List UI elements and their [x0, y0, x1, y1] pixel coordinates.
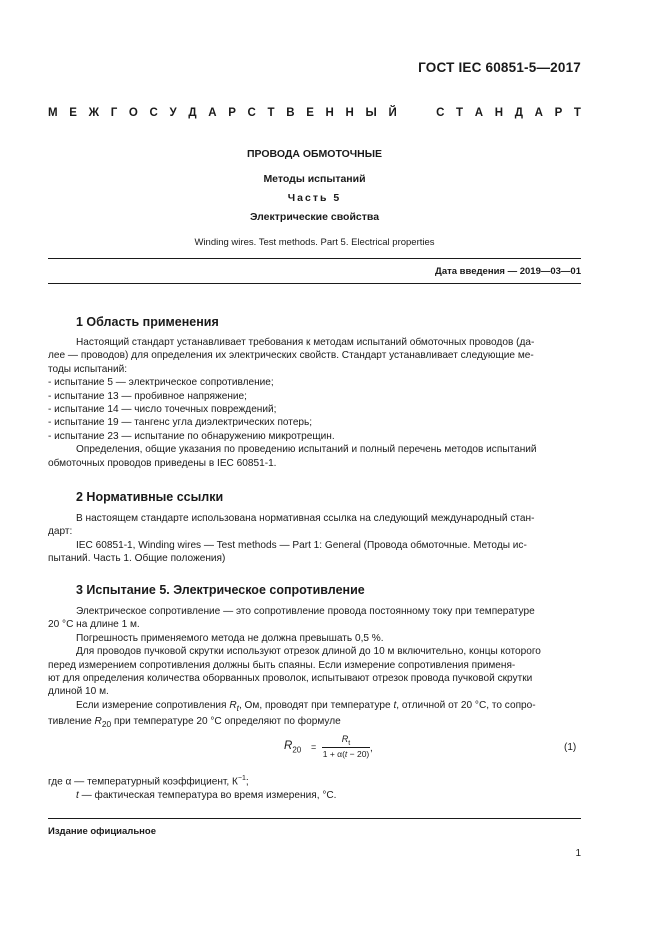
banner-letter: Е	[306, 107, 314, 119]
formula-numerator: $R_t$	[341, 734, 351, 747]
banner-letter: Ы	[365, 107, 377, 119]
english-title: Winding wires. Test methods. Part 5. Electrical properties	[194, 237, 435, 248]
symbol-t: t	[393, 699, 397, 711]
text-line: обмоточных проводов приведены в IEC 60851-1.	[48, 457, 277, 469]
formula-1	[0, 734, 661, 764]
banner-letter: Д	[188, 107, 197, 119]
text-line: ют для определения количества оборванных проволок, испытывают отрезок провода пучковой скрутки	[48, 673, 533, 685]
section-body	[48, 336, 581, 470]
text-line: Электрическое сопротивление — это сопротивление провода постоянному току при температуре	[76, 606, 535, 617]
formula-number: (1)	[564, 742, 577, 753]
banner-letter: А	[534, 107, 543, 119]
document-title: ПРОВОДА ОБМОТОЧНЫЕ	[246, 148, 383, 160]
banner-letter: Т	[267, 107, 275, 119]
section-heading: 3 Испытание 5. Электрическое сопротивление	[76, 583, 365, 597]
divider	[48, 283, 581, 284]
text-span: , отличной от 20 °С, то сопро-	[396, 699, 536, 711]
banner-letter: Й	[388, 107, 397, 119]
formula-comma: ,	[370, 743, 373, 754]
section-heading: 1 Область применения	[76, 315, 219, 329]
footer-divider	[48, 818, 581, 819]
formula-equals: =	[311, 742, 317, 752]
text-line: лее — проводов) для определения их электрических свойств. Стандарт устанавливает следующие ме-	[48, 350, 534, 362]
banner-letter: А	[208, 107, 217, 119]
text-line: пытаний. Часть 1. Общие положения)	[48, 553, 226, 565]
text-line: В настоящем стандарте использована нормативная ссылка на следующий международный стан-	[76, 513, 535, 524]
banner-letter: Ж	[88, 107, 100, 119]
banner-letter: М	[48, 107, 58, 119]
banner-letter: Н	[325, 107, 334, 119]
symbol-r: R	[229, 699, 237, 711]
text-line: Погрешность применяемого метода не должна превышать 0,5 %.	[76, 632, 384, 644]
banner-letter: Т	[456, 107, 464, 119]
list-item: - испытание 23 — испытание по обнаружению микротрещин.	[48, 430, 335, 442]
page-number: 1	[575, 848, 581, 859]
text-line	[48, 699, 581, 715]
text-line: Для проводов пучковой скрутки используют отрезок длиной до 10 м включительно, концы которого	[76, 646, 541, 658]
official-edition: Издание официальное	[48, 826, 156, 837]
banner-letter: С	[149, 107, 158, 119]
formula-lhs: R	[284, 740, 293, 752]
interstate-standard-banner	[48, 107, 581, 119]
text-span: тивление	[48, 716, 95, 728]
banner-letter: О	[128, 107, 138, 119]
text-line: t — фактическая температура во время измерения, °С.	[76, 789, 337, 801]
text-span: при температуре 20 °С определяют по формуле	[111, 716, 341, 728]
banner-letter: Т	[573, 107, 581, 119]
text-line: Настоящий стандарт устанавливает требования к методам испытаний обмоточных проводов (да-	[76, 337, 535, 348]
banner-letter: С	[247, 107, 256, 119]
text-line: Определения, общие указания по проведению испытаний и полный перечень методов испытаний	[76, 444, 537, 456]
text-span: , Ом, проводят при температуре	[238, 699, 394, 711]
section-body	[48, 605, 581, 732]
banner-letter: С	[436, 107, 445, 119]
text-line: IEC 60851-1, Winding wires — Test methods — Part 1: General (Провода обмоточные. Методы ис-	[76, 539, 527, 551]
section-heading: 2 Нормативные ссылки	[76, 490, 224, 504]
banner-letter: Р	[554, 107, 563, 119]
symbol-sub: t	[236, 702, 239, 713]
text-line	[48, 715, 581, 731]
list-item: - испытание 19 — тангенс угла диэлектрических потерь;	[48, 417, 313, 429]
divider	[48, 258, 581, 259]
introduction-date: Дата введения — 2019—03—01	[435, 266, 581, 277]
text-line: перед измерением сопротивления должны быть спаяны. Если измерение сопротивления применя-	[48, 659, 516, 671]
banner-letter: Д	[514, 107, 523, 119]
document-part-title: Электрические свойства	[249, 211, 380, 223]
banner-letter: Н	[345, 107, 354, 119]
formula-denominator: 1 + α(t − 20)	[322, 749, 370, 759]
text-line: где α — температурный коэффициент, $К^{-1}$;	[48, 775, 249, 788]
fraction-bar	[322, 747, 370, 748]
document-subtitle: Методы испытаний	[263, 173, 366, 185]
symbol-r: R	[94, 716, 102, 728]
text-line: 20 °С на длине 1 м.	[48, 619, 140, 631]
banner-letter: Н	[494, 107, 504, 119]
formula-explanation	[48, 772, 581, 802]
banner-letter: У	[169, 107, 177, 119]
list-item: - испытание 13 — пробивное напряжение;	[48, 390, 247, 402]
standard-code: ГОСТ IEC 60851-5—2017	[418, 60, 581, 75]
symbol-sub: 20	[101, 719, 112, 730]
text-line: дарт:	[48, 526, 73, 538]
banner-letter: Е	[69, 107, 77, 119]
list-item: - испытание 14 — число точечных повреждений;	[48, 404, 277, 416]
banner-letter: Р	[228, 107, 236, 119]
banner-gap	[408, 107, 424, 119]
text-line: тоды испытаний:	[48, 363, 128, 375]
text-line: длиной 10 м.	[48, 686, 109, 698]
banner-letter: В	[286, 107, 295, 119]
banner-letter: А	[474, 107, 484, 119]
list-item: - испытание 5 — электрическое сопротивление;	[48, 377, 274, 389]
document-part: Часть 5	[287, 192, 342, 204]
text-span: Если измерение сопротивления	[76, 699, 230, 711]
formula-lhs-sub: 20	[292, 745, 302, 755]
banner-letter: Г	[110, 107, 118, 119]
section-body	[48, 512, 581, 566]
